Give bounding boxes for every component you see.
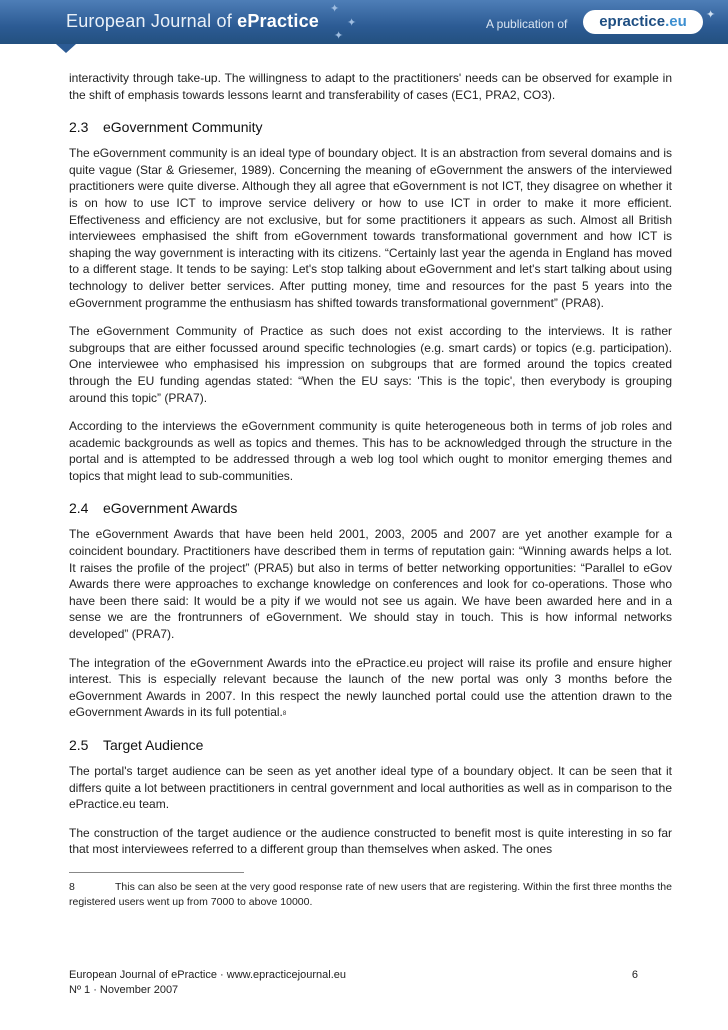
footnote-text: This can also be seen at the very good response rate of new users that are registering. Within the first three months the registered users went up from 7000 to above 10000. [69,880,672,908]
paragraph: The eGovernment Community of Practice as such does not exist according to the interviews. It is rather subgroups that are either focussed around specific technologies (e.g. smart cards) or topics (e.g. participation). One interviewee who emphasised his impression on subgroups that are formed around the topics created through the EU funding agendas stated: “When the EU says: 'This is the topic', then everybody is grouping around this topic” (PRA7). [69,324,672,405]
paragraph: The portal's target audience can be seen as yet another ideal type of a boundary object. It can be seen that it differs quite a lot between practitioners in central government and local authorities as well as in comparison to the ePractice.eu team. [69,764,672,812]
logo-main-text: epractice [599,13,666,30]
page-number: 6 [631,969,638,981]
section-title: eGovernment Awards [103,500,238,517]
footer-journal-line: European Journal of ePractice · www.epracticejournal.eu [69,969,346,981]
publication-label: A publication of [486,17,568,31]
paragraph: The construction of the target audience or the audience constructed to benefit most is quite interesting in so far that most interviewees referred to a different group than themselves when asked. The ones [69,825,672,857]
paragraph: The eGovernment community is an ideal type of boundary object. It is an abstraction from several domains and is quite vague (Star & Griesemer, 1989). Concerning the meaning of eGovernment the answers of the interviewed practitioners were quite diverse. Although they all agree that eGovernment is not ICT, they disagree on whether it is on how to use ICT to improve service delivery or how to use ICT in order to make it more efficient. Effectiveness and efficiency are not exclusive, but for some practitioners it appears as such. Almost all British interviewees emphasised the shift from eGovernment towards transformational government and how ICT is shaping the way government is interacting with its citizens. “Certainly last year the agenda in England has moved to a different stage. It tends to be saying: Let's stop talking about eGovernment and let's start talking about using technology to deliver better services. After putting money, time and resources for the past 5 years into the eGovernment programme the enthusiasm has shifted towards transformational government” (PRA8). [69,146,672,310]
paragraph: According to the interviews the eGovernment community is quite heterogeneous both in terms of job roles and academic backgrounds as well as topics and themes. This has to be acknowledged through the structure in the portal and is attempted to be addressed through a web log tool which ought to monitor emerging themes and topics that might lead to sub-communities. [69,419,672,483]
star-decoration-icon: ✦ [334,30,344,42]
section-title: eGovernment Community [103,119,263,136]
footnote [69,880,672,910]
paragraph: The eGovernment Awards that have been held 2001, 2003, 2005 and 2007 are yet another example for a coincident boundary. Practitioners have described them in terms of reputation gain: “Winning awards helps a lot. It raises the profile of the project” (PRA5) but also in terms of better networking opportunities: “Parallel to eGov Awards there were approaches to exchange knowledge on conferences and look for co-operations. Those who have been there said: It would be a pity if we would not see us again. We have been awarded here and in a sense we are the frontrunners of eGovernment. We should stay in touch. This is how informal networks developed” (PRA7). [69,527,672,642]
star-decoration-icon: ✦ [330,3,340,15]
section-number: 2.3 [69,119,89,136]
footnote-number: 8 [69,880,75,893]
paragraph-text: The integration of the eGovernment Awards into the ePractice.eu project will raise its profile and ensure higher interest. This is especially relevant because the launch of the new portal was only 3 months before the eGovernment Awards in 2007. In this respect the newly launched portal could use the attention drawn to the eGovernment Awards in its full potential. [69,655,672,720]
journal-title [66,11,319,32]
journal-title-prefix: European Journal of [66,11,238,31]
section-number: 2.4 [69,500,89,517]
intro-paragraph: interactivity through take-up. The willingness to adapt to the practitioners' needs can be observed for example in the shift of emphasis towards lessons learnt and transferability of cases (EC1, PRA2, CO3). [69,71,672,102]
section-title: Target Audience [103,737,204,753]
section-heading-2-5 [69,737,672,753]
banner-tab-pointer [56,44,76,53]
section-heading-2-4 [69,500,672,516]
star-decoration-icon: ✦ [706,9,716,21]
page-footer [69,968,672,998]
epractice-logo [583,10,703,34]
article-body [69,70,672,910]
star-decoration-icon: ✦ [347,17,357,29]
section-heading-2-3 [69,119,672,135]
paragraph-with-footnote [69,655,672,721]
footer-issue-line: Nº 1 · November 2007 [69,984,179,996]
logo-suffix-text: .eu [665,13,687,30]
footnote-reference[interactable]: 8 [282,711,287,718]
section-number: 2.5 [69,737,89,753]
journal-title-brand: ePractice [237,11,319,31]
footnote-divider [69,872,244,873]
journal-banner [0,0,728,44]
